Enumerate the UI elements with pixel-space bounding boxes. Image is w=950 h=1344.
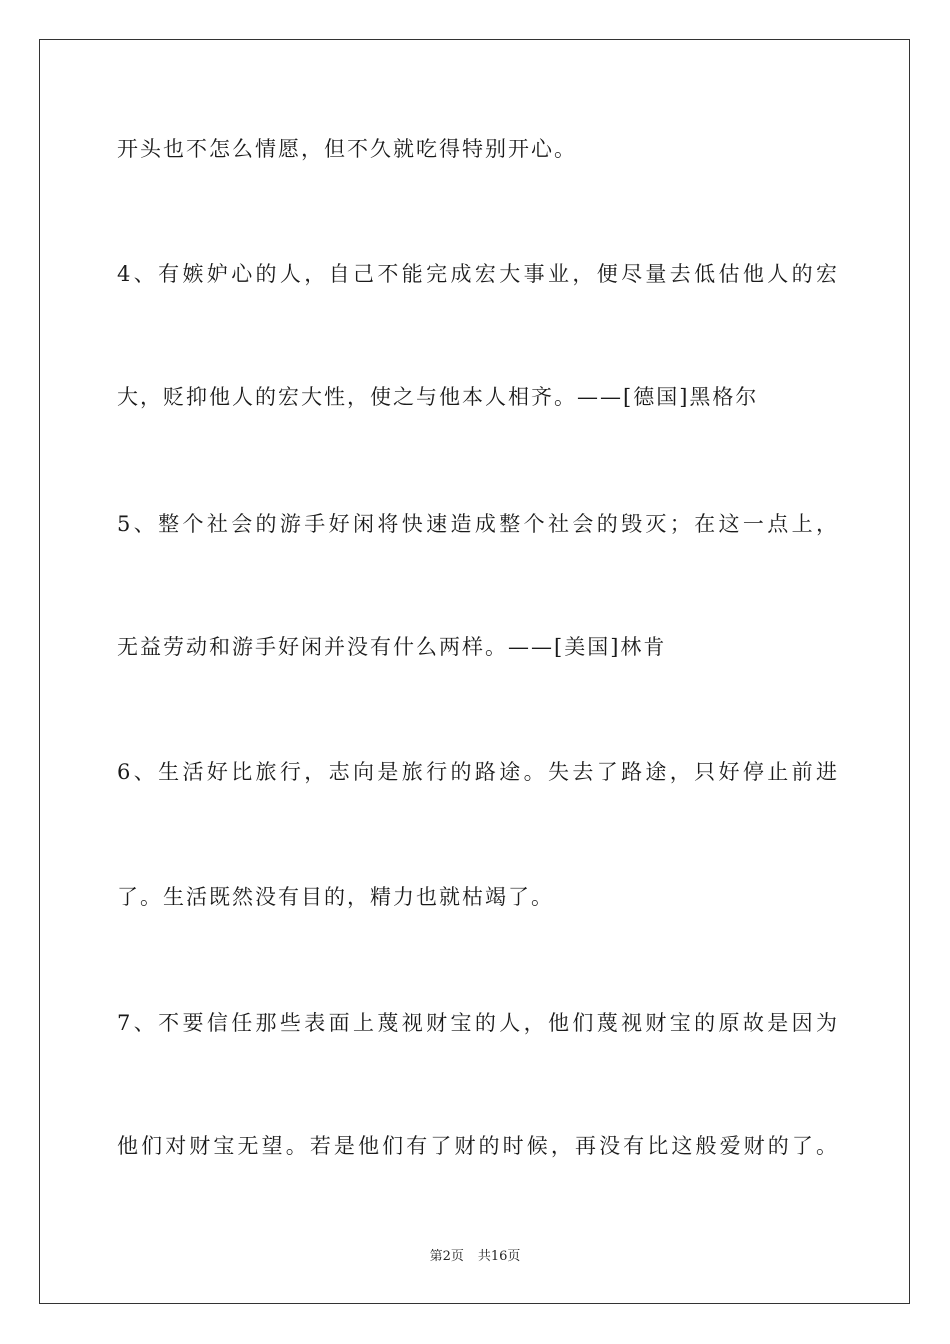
text-line: 5、整个社会的游手好闲将快速造成整个社会的毁灭；在这一点上， <box>117 512 837 536</box>
page-border <box>39 39 910 1304</box>
text-line: 6、生活好比旅行，志向是旅行的路途。失去了路途，只好停止前进 <box>117 760 837 784</box>
text-line: 4、有嫉妒心的人，自己不能完成宏大事业，便尽量去低估他人的宏 <box>117 262 837 286</box>
text-line: 开头也不怎么情愿，但不久就吃得特别开心。 <box>117 137 577 161</box>
total-pages: 共16页 <box>477 1249 521 1264</box>
text-line: 无益劳动和游手好闲并没有什么两样。——[美国]林肯 <box>117 635 667 659</box>
text-line: 他们对财宝无望。若是他们有了财的时候，再没有比这般爱财的了。 <box>117 1134 837 1158</box>
page-footer <box>0 1248 950 1266</box>
text-line: 7、不要信任那些表面上蔑视财宝的人，他们蔑视财宝的原故是因为 <box>117 1011 837 1035</box>
page-number: 第2页 <box>429 1249 464 1264</box>
text-line: 大，贬抑他人的宏大性，使之与他本人相齐。——[德国]黑格尔 <box>117 385 759 409</box>
text-line: 了。生活既然没有目的，精力也就枯竭了。 <box>117 885 554 909</box>
